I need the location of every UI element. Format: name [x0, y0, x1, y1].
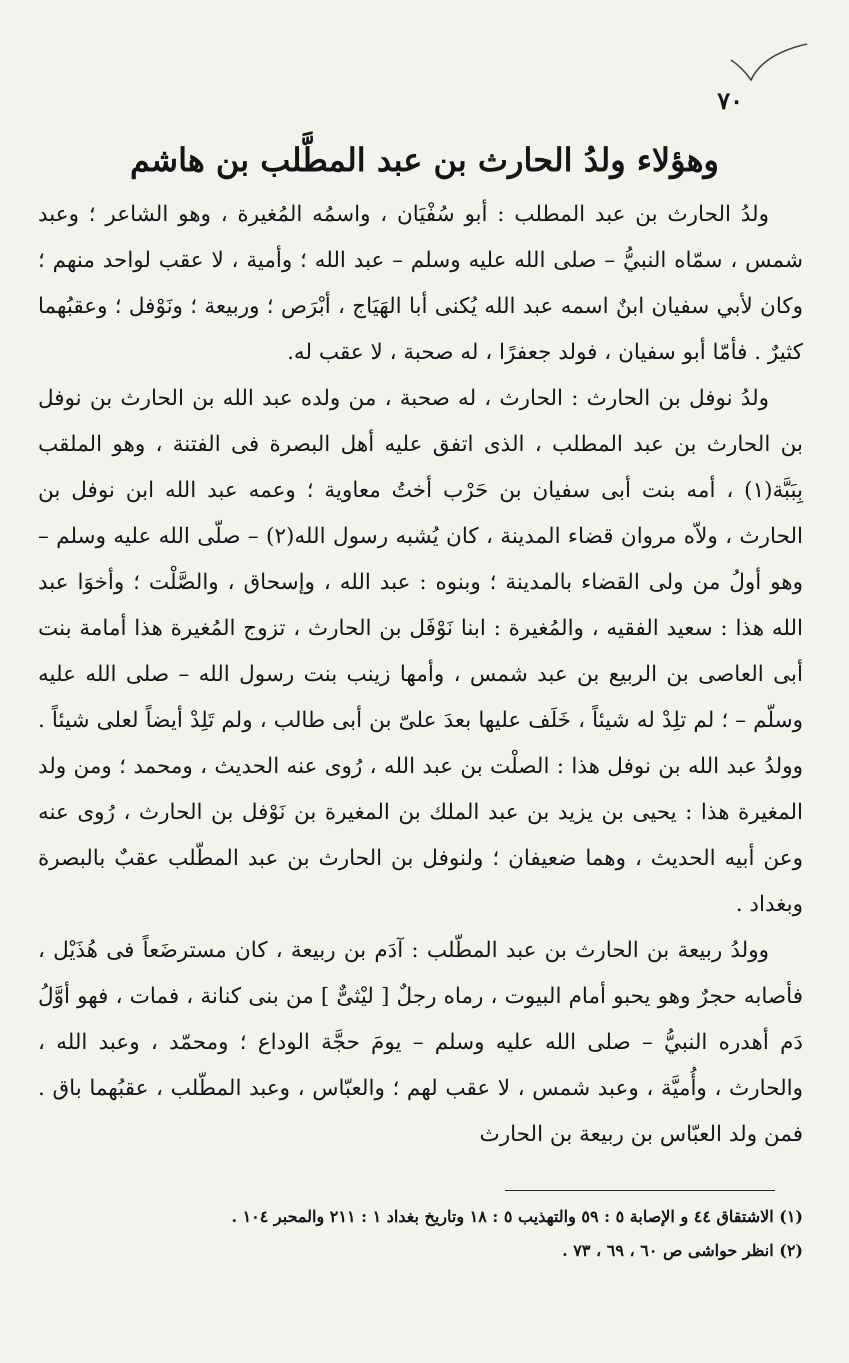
paragraph: وولدُ ربيعة بن الحارث بن عبد المطّلب : آدَم بن ربيعة ، كان مسترضَعاً فى هُذَيْل ، فأصابه حجرٌ وهو يحبو أمام البيوت ، رماه رجلٌ [ ليْثىٌّ ] من بنى كنانة ، فمات ، فهو أوَّلُ دَم أهدره النبيُّ – صلى الله عليه وسلم – يومَ حجَّة الوداع ؛ ومحمّد ، وعبد الله ، والحارث ، وأُميَّة ، وعبد شمس ، لا عقب لهم ؛ والعبّاس ، وعبد المطّلب ، عقبُهما باق . فمن ولد العبّاس بن ربيعة بن الحارث	[38, 938, 803, 1147]
paragraph: ولدُ الحارث بن عبد المطلب : أبو سُفْيَان ، واسمُه المُغيرة ، وهو الشاعر ؛ وعبد شمس ، سمّاه النبيُّ – صلى الله عليه وسلم – عبد الله ؛ وأمية ، لا عقب لواحد منهم ؛ وكان لأبي سفيان ابنٌ اسمه عبد الله يُكنى أبا الهَيَاج ، أبْرَص ؛ وربيعة ؛ ونَوْفل ؛ وعقبُهما كثيرٌ . فأمّا أبو سفيان ، فولد جعفرًا ، له صحبة ، لا عقب له.	[38, 202, 803, 365]
page-number: ٧٠	[717, 86, 743, 115]
footnote-divider	[505, 1190, 775, 1191]
pen-stroke-mark	[729, 40, 809, 85]
chapter-title: وهؤلاء ولدُ الحارث بن عبد المطَّلب بن هاشم	[130, 141, 719, 179]
body-text	[38, 192, 803, 1158]
footnote: (٢) انظر حواشى ص ٦٠ ، ٦٩ ، ٧٣ .	[562, 1241, 803, 1260]
footnotes	[38, 1200, 803, 1268]
paragraph: ولدُ نوفل بن الحارث : الحارث ، له صحبة ، من ولده عبد الله بن الحارث بن نوفل بن الحارث بن عبد المطلب ، الذى اتفق عليه أهل البصرة فى الفتنة ، وهو الملقب بِبَبَّة(١) ، أمه بنت أبى سفيان بن حَرْب أختُ معاوية ؛ وعمه عبد الله ابن نوفل بن الحارث ، ولاّه مروان قضاء المدينة ، كان يُشبه رسول الله(٢) – صلّى الله عليه وسلم – وهو أولُ من ولى القضاء بالمدينة ؛ وبنوه : عبد الله ، وإسحاق ، والصَّلْت ؛ وأخوَا عبد الله هذا : سعيد الفقيه ، والمُغيرة : ابنا نَوْفَل بن الحارث ، تزوج المُغيرة هذا أمامة بنت أبى العاصى بن الربيع بن عبد شمس ، وأمها زينب بنت رسول الله – صلى الله عليه وسلّم – ؛ لم تلِدْ له شيئاً ، خَلَف عليها بعدَ علىّ بن أبى طالب ، ولم تَلِدْ أيضاً لعلى شيئاً . وولدُ عبد الله بن نوفل هذا : الصلْت بن عبد الله ، رُوى عنه الحديث ، ومحمد ؛ ومن ولد المغيرة هذا : يحيى بن يزيد بن عبد الملك بن المغيرة بن نَوْفل بن الحارث ، رُوى عنه وعن أبيه الحديث ، وهما ضعيفان ؛ ولنوفل بن الحارث بن عبد المطّلب عقبٌ بالبصرة وبغداد .	[38, 386, 803, 917]
footnote: (١) الاشتقاق ٤٤ و الإصابة ٥ : ٥٩ والتهذيب ٥ : ١٨ وتاريخ بغداد ١ : ٢١١ والمحبر ١٠٤ .	[231, 1207, 803, 1226]
